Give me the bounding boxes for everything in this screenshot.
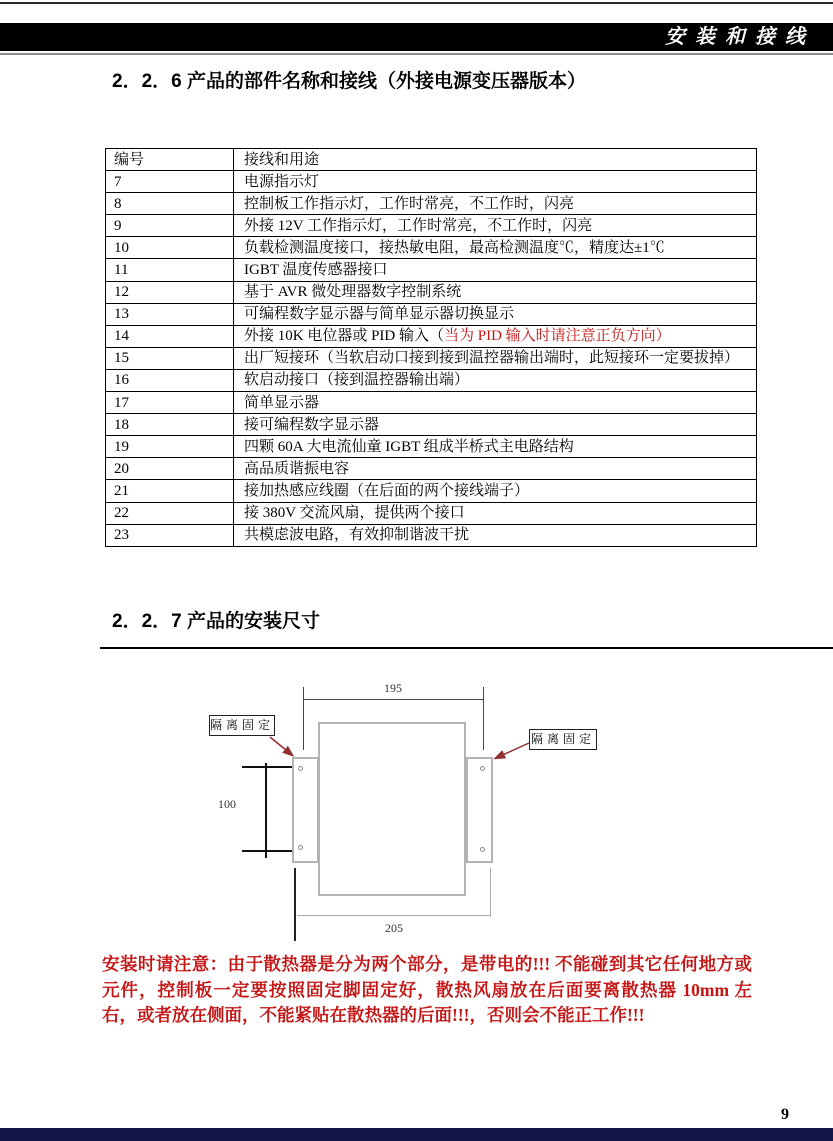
row-number: 18 [106,414,234,436]
row-description: 共模虑波电路，有效抑制谐波干扰 [234,524,757,546]
row-description: 控制板工作指示灯，工作时常亮，不工作时，闪亮 [234,193,757,215]
row-number: 8 [106,193,234,215]
parts-table-body [106,171,757,547]
table-row [106,458,757,480]
mount-hole-bottom-left [298,845,303,850]
row-description: 接可编程数字显示器 [234,414,757,436]
row-description: 高品质谐振电容 [234,458,757,480]
banner-underline [0,53,833,55]
tick-left-top [242,766,292,768]
row-description: 四颗 60A 大电流仙童 IGBT 组成半桥式主电路结构 [234,436,757,458]
table-row [106,436,757,458]
section-title-227: 2．2．7 产品的安装尺寸 [112,611,320,632]
dimension-line-left [265,763,267,858]
header-banner [0,23,833,51]
row-number: 11 [106,259,234,281]
row-description: 基于 AVR 微处理器数字控制系统 [234,281,757,303]
row-number: 9 [106,215,234,237]
table-row [106,480,757,502]
tick-left-bottom [242,850,292,852]
row-number: 13 [106,303,234,325]
witness-line-bottom-right [490,868,491,917]
table-row [106,237,757,259]
top-rule [0,2,833,4]
page-number: 9 [781,1106,789,1123]
row-description: 外接 12V 工作指示灯，工作时常亮，不工作时，闪亮 [234,215,757,237]
row-number: 15 [106,347,234,369]
mount-hole-bottom-right [480,847,485,852]
table-row [106,193,757,215]
row-description: 电源指示灯 [234,171,757,193]
table-row [106,369,757,391]
row-description: 接 380V 交流风扇，提供两个接口 [234,502,757,524]
row-number: 22 [106,502,234,524]
table-row [106,303,757,325]
dimension-line-top [303,699,483,700]
table-row [106,325,757,347]
section-title-226: 2．2．6 产品的部件名称和接线（外接电源变压器版本） [112,71,586,92]
table-row [106,392,757,414]
table-row [106,502,757,524]
row-description: 负载检测温度接口，接热敏电阻，最高检测温度℃，精度达±1℃ [234,237,757,259]
witness-line-top-right [483,687,484,750]
header-banner-text: 安装和接线 [665,26,815,48]
mount-plate-left [292,757,319,863]
installation-warning: 安装时请注意：由于散热器是分为两个部分，是带电的!!! 不能碰到其它任何地方或元件，控制板一定要按照固定脚固定好，散热风扇放在后面要离散热器 10mm 左右，或者放在侧面，不能紧贴在散热器的后面!!!，否则会不能正工作!!! [102,954,752,1025]
dimension-label-bottom: 205 [385,921,403,935]
dimension-line-bottom [297,915,491,916]
row-description: 简单显示器 [234,392,757,414]
table-row [106,171,757,193]
row-description: 接加热感应线圈（在后面的两个接线端子） [234,480,757,502]
row-number: 17 [106,392,234,414]
witness-line-bottom-left [294,868,296,941]
row-number: 21 [106,480,234,502]
leader-arrow-right-icon [496,743,529,758]
mount-hole-top-left [298,766,303,771]
row-number: 10 [106,237,234,259]
unit-body [318,722,466,896]
dimension-label-top: 195 [384,681,402,695]
row-number: 14 [106,325,234,347]
column-header-usage: 接线和用途 [234,149,757,171]
table-row [106,347,757,369]
footer-bar [0,1128,833,1141]
mount-hole-top-right [480,766,485,771]
column-header-number: 编号 [106,149,234,171]
dimension-label-left: 100 [218,797,236,811]
row-number: 12 [106,281,234,303]
table-row [106,414,757,436]
row-number: 20 [106,458,234,480]
row-number: 7 [106,171,234,193]
row-description: 可编程数字显示器与简单显示器切换显示 [234,303,757,325]
table-row [106,524,757,546]
callout-box-right: 隔离固定 [529,729,597,750]
row-description: 出厂短接环（当软启动口接到接到温控器输出端时，此短接环一定要拔掉） [234,347,757,369]
row-description: 软启动接口（接到温控器输出端） [234,369,757,391]
table-row [106,259,757,281]
section-divider [100,647,833,649]
row-description: 外接 10K 电位器或 PID 输入（当为 PID 输入时请注意正负方向） [234,325,757,347]
row-description: IGBT 温度传感器接口 [234,259,757,281]
row-number: 23 [106,524,234,546]
table-row [106,281,757,303]
leader-arrow-left-icon [270,737,292,755]
witness-line-top-left [303,687,304,750]
row-description-warning: 当为 PID 输入时请注意正负方向） [444,328,671,345]
row-number: 16 [106,369,234,391]
parts-table [105,148,757,547]
callout-box-left: 隔离固定 [209,715,275,736]
table-header-row [106,149,757,171]
row-number: 19 [106,436,234,458]
table-row [106,215,757,237]
